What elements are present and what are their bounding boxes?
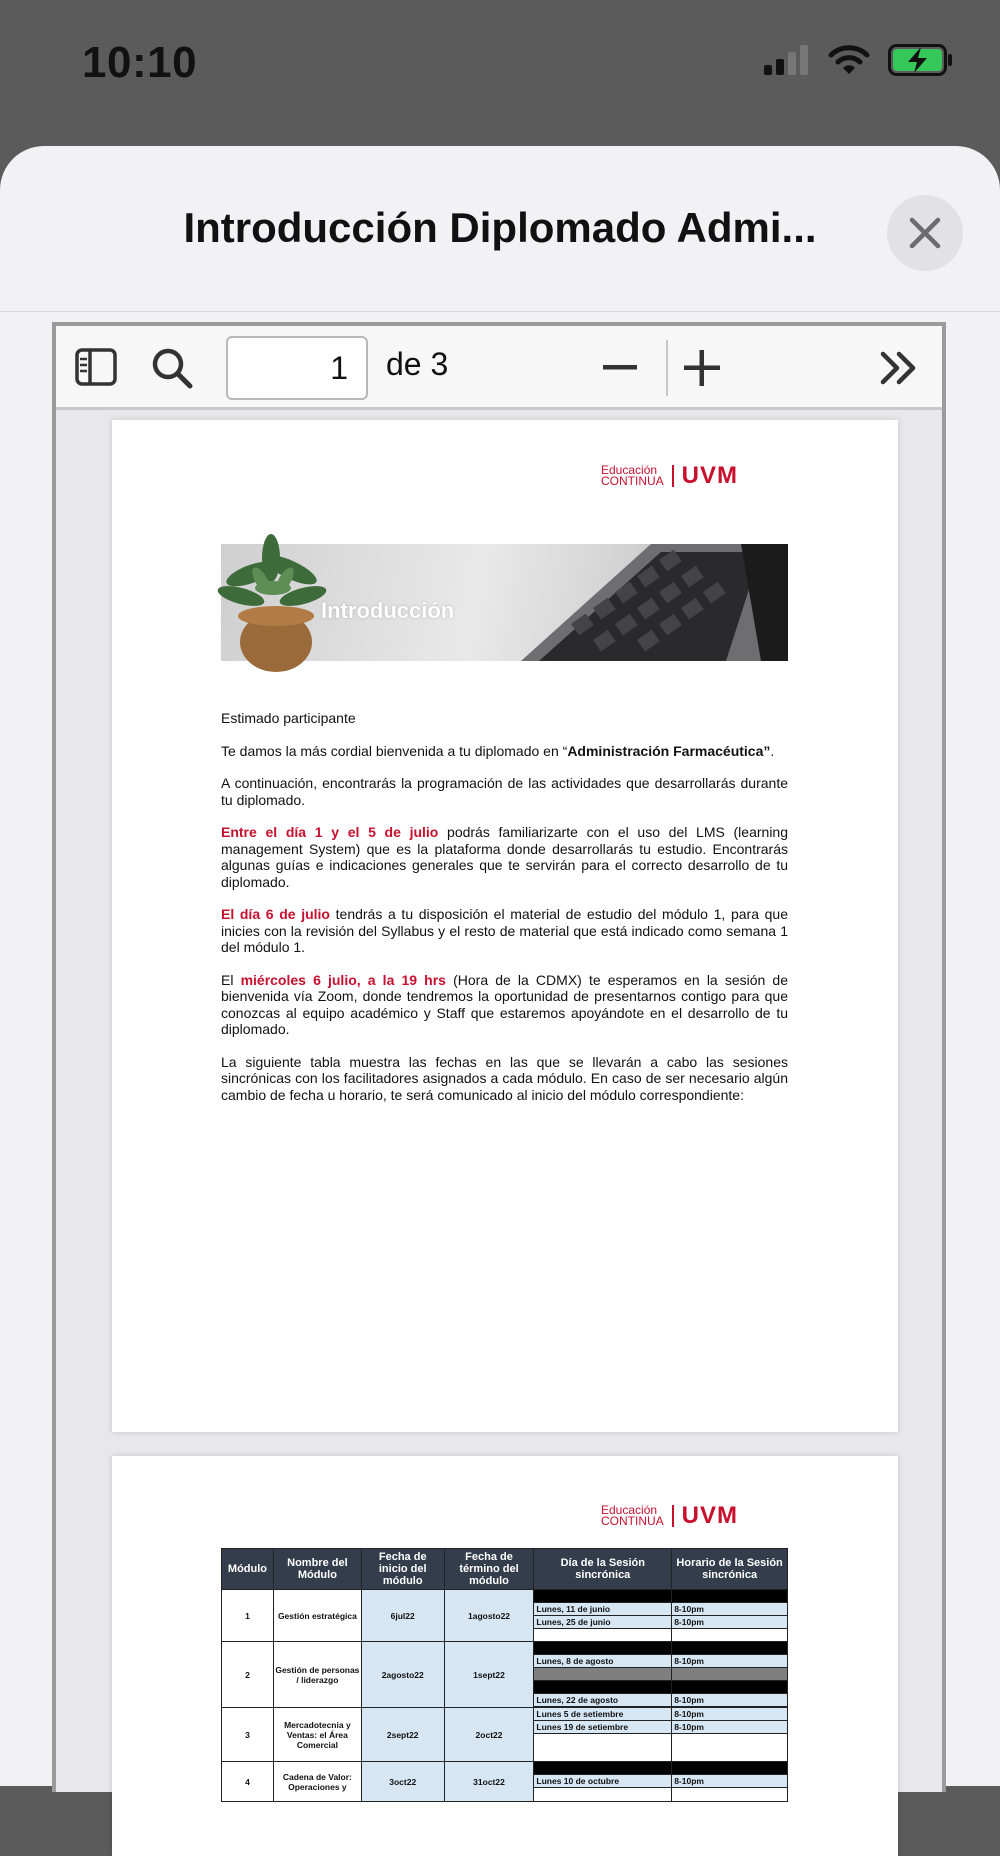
- table-cell: 6jul22: [361, 1590, 444, 1642]
- session-day: Lunes, 11 de junio: [534, 1603, 671, 1616]
- session-day: Lunes, 22 de agosto: [534, 1694, 671, 1707]
- page-count-label: de 3: [386, 346, 449, 382]
- session-time: [672, 1642, 787, 1655]
- session-day: [534, 1642, 671, 1655]
- search-button[interactable]: [148, 344, 196, 392]
- session-day: Lunes, 25 de junio: [534, 1616, 671, 1629]
- session-day-cell: [534, 1642, 672, 1708]
- plus-icon: [684, 350, 720, 386]
- session-time: 8-10pm: [672, 1708, 787, 1721]
- schedule-table: [221, 1548, 788, 1802]
- session-time: 8-10pm: [672, 1655, 787, 1668]
- pdf-page-2: [112, 1456, 898, 1856]
- status-icons: [764, 44, 954, 76]
- banner-title: Introducción: [321, 598, 455, 623]
- page-number-input[interactable]: 1: [226, 336, 368, 400]
- session-time: [672, 1668, 787, 1681]
- table-row: [222, 1708, 788, 1762]
- table-cell: 3: [222, 1708, 274, 1762]
- zoom-in-button[interactable]: [682, 348, 722, 388]
- session-time: [672, 1681, 787, 1694]
- letter-body: [221, 710, 788, 1119]
- session-day: [534, 1668, 671, 1681]
- greeting: Estimado participante: [221, 710, 356, 726]
- session-time-cell: [672, 1590, 788, 1642]
- status-bar: [0, 0, 1000, 140]
- battery-charging-icon: [888, 44, 954, 76]
- header-cell: Módulo: [222, 1549, 274, 1590]
- zoom-paragraph: El miércoles 6 julio, a la 19 hrs (Hora de la CDMX) te esperamos en la sesión de bienvenida vía Zoom, donde tendremos la oportunidad de presentarnos contigo para que conozcas al equipo académico y Staff que estaremos apoyándote en el desarrollo de tu diplomado.: [221, 971, 788, 1037]
- material-paragraph: El día 6 de julio tendrás a tu disposición el material de estudio del módulo 1, para que inicies con la revisión del Syllabus y el resto de material que está indicado como semana 1 del módulo 1.: [221, 906, 788, 955]
- table-cell: Mercadotecnia y Ventas: el Área Comercial: [273, 1708, 361, 1762]
- double-chevron-right-icon: [880, 351, 918, 385]
- table-row: [222, 1762, 788, 1802]
- table-cell: Cadena de Valor: Operaciones y: [273, 1762, 361, 1802]
- session-day: [534, 1762, 671, 1775]
- header-cell: Fecha de inicio del módulo: [361, 1549, 444, 1590]
- lms-paragraph: Entre el día 1 y el 5 de julio podrás familiarizarte con el uso del LMS (learning management System) que es la plataforma donde desarrollarás tu estudio. Encontrarás algunas guías e indicaciones generales que te servirán para el correcto desarrollo de tu diplomado.: [221, 824, 788, 890]
- session-day: Lunes 10 de octubre: [534, 1775, 671, 1788]
- pdf-page-1: [112, 420, 898, 1432]
- session-time: 8-10pm: [672, 1616, 787, 1629]
- logo-text: Educación CONTINUA: [601, 1503, 664, 1528]
- logo-text: Educación CONTINUA: [601, 463, 664, 488]
- table-cell: 2agosto22: [361, 1642, 444, 1708]
- table-cell: Gestión de personas / liderazgo: [273, 1642, 361, 1708]
- session-day-cell: [534, 1762, 672, 1802]
- pdf-viewer: [52, 322, 946, 1792]
- table-cell: Gestión estratégica: [273, 1590, 361, 1642]
- session-time: [672, 1590, 787, 1603]
- session-day-cell: [534, 1708, 672, 1762]
- more-tools-button[interactable]: [878, 348, 920, 388]
- welcome-paragraph: Te damos la más cordial bienvenida a tu diplomado en “Administración Farmacéutica”.: [221, 742, 775, 759]
- session-time-cell: [672, 1642, 788, 1708]
- session-time: 8-10pm: [672, 1721, 787, 1734]
- wifi-icon: [828, 44, 870, 76]
- intro-banner-image: [221, 544, 788, 661]
- table-cell: 2: [222, 1642, 274, 1708]
- header-cell: Nombre del Módulo: [273, 1549, 361, 1590]
- uvm-logo-page2: Educación CONTINUA UVM: [601, 1502, 739, 1529]
- session-time: 8-10pm: [672, 1694, 787, 1707]
- table-intro-paragraph: La siguiente tabla muestra las fechas en las que se llevarán a cabo las sesiones sincrónicas con los facilitadores asignados a cada módulo. En caso de ser necesario algún cambio de fecha u horario, te será comunicado al inicio del módulo correspondiente:: [221, 1053, 788, 1103]
- session-day: Lunes 19 de setiembre: [534, 1721, 671, 1734]
- header-cell: Horario de la Sesión sincrónica: [672, 1549, 788, 1590]
- session-day: [534, 1590, 671, 1603]
- session-time-cell: [672, 1708, 788, 1762]
- zoom-separator: [666, 340, 668, 396]
- table-row: [222, 1642, 788, 1708]
- session-time: [672, 1762, 787, 1775]
- close-icon: [909, 217, 941, 249]
- cellular-signal-icon: [764, 45, 810, 75]
- zoom-out-button[interactable]: [600, 350, 640, 386]
- close-button[interactable]: [887, 195, 963, 271]
- header-cell: Fecha de término del módulo: [444, 1549, 534, 1590]
- minus-icon: [603, 365, 637, 371]
- session-time: 8-10pm: [672, 1775, 787, 1788]
- table-cell: 1sept22: [444, 1642, 534, 1708]
- table-cell: 2sept22: [361, 1708, 444, 1762]
- status-time: 10:10: [82, 38, 198, 87]
- session-day: [534, 1681, 671, 1694]
- session-time: 8-10pm: [672, 1603, 787, 1616]
- search-icon: [150, 346, 194, 390]
- pdf-toolbar: [56, 326, 942, 410]
- table-cell: 3oct22: [361, 1762, 444, 1802]
- session-day: Lunes, 8 de agosto: [534, 1655, 671, 1668]
- sidebar-icon: [75, 348, 117, 386]
- table-row: [222, 1590, 788, 1642]
- table-cell: 1: [222, 1590, 274, 1642]
- continue-paragraph: A continuación, encontrarás la programación de las actividades que desarrollarás durante tu diplomado.: [221, 775, 788, 808]
- table-cell: 4: [222, 1762, 274, 1802]
- table-cell: 1agosto22: [444, 1590, 534, 1642]
- sheet-header: [0, 146, 1000, 312]
- uvm-logo: Educación CONTINUA UVM: [601, 462, 739, 489]
- session-day: Lunes 5 de setiembre: [534, 1708, 671, 1721]
- header-cell: Día de la Sesión sincrónica: [534, 1549, 672, 1590]
- banner-illustration: [221, 544, 788, 661]
- sheet-title: Introducción Diplomado Admi...: [183, 204, 817, 251]
- table-cell: 31oct22: [444, 1762, 534, 1802]
- table-header-row: [222, 1549, 788, 1590]
- table-cell: 2oct22: [444, 1708, 534, 1762]
- session-day-cell: [534, 1590, 672, 1642]
- session-time-cell: [672, 1762, 788, 1802]
- sidebar-toggle-button[interactable]: [74, 346, 118, 388]
